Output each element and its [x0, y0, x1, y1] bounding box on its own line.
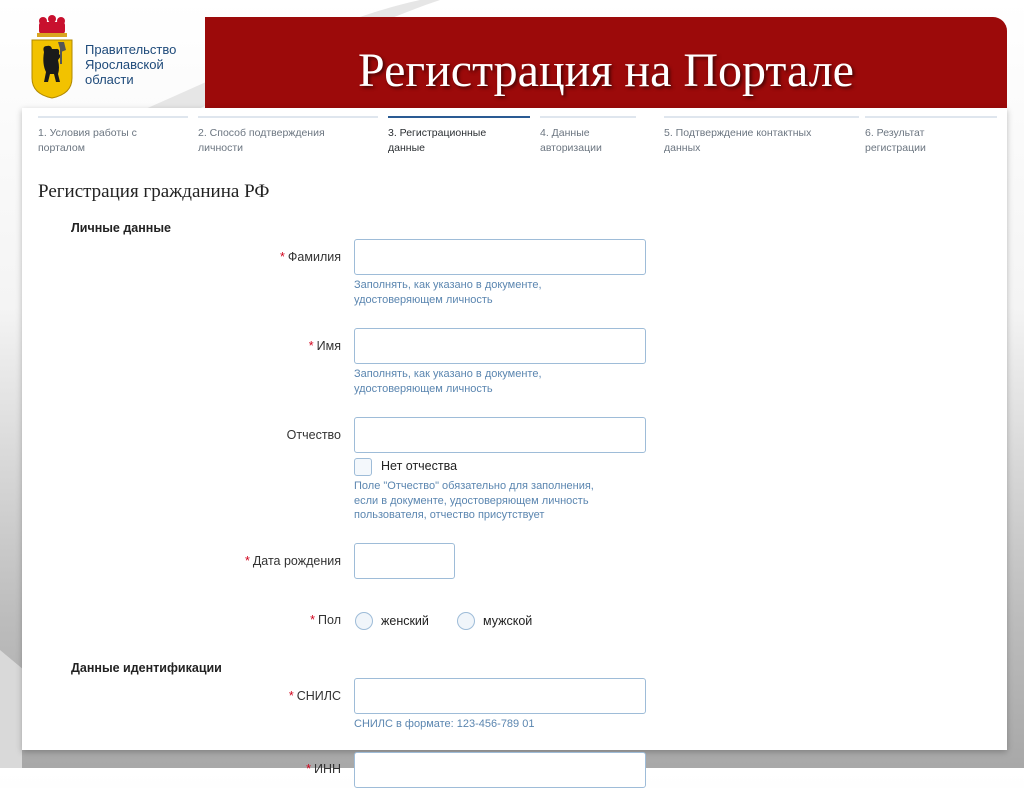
surname-input[interactable] — [354, 239, 646, 275]
required-marker: * — [288, 689, 294, 703]
step-identity-method[interactable]: 2. Способ подтверждения личности — [198, 116, 378, 156]
name-hint: Заполнять, как указано в документе, удостоверяющем личность — [354, 368, 542, 395]
inn-input[interactable] — [354, 752, 646, 788]
gender-female-radio[interactable] — [355, 612, 373, 630]
gender-male-label[interactable]: мужской — [483, 614, 533, 628]
step-contact-confirmation[interactable]: 5. Подтверждение контактных данных — [664, 116, 859, 156]
required-marker: * — [308, 339, 314, 353]
required-marker: * — [280, 250, 285, 264]
title-banner — [205, 17, 1007, 112]
no-patronymic-label[interactable]: Нет отчества — [381, 459, 458, 473]
step-authorization-data[interactable]: 4. Данные авторизации — [540, 116, 636, 156]
patronymic-label: Отчество — [286, 428, 341, 442]
name-label: * Имя — [308, 339, 341, 353]
name-input[interactable] — [354, 328, 646, 364]
surname-label: * Фамилия — [280, 250, 341, 264]
government-name: Правительство Ярославской области — [85, 42, 177, 87]
snils-label: * СНИЛС — [288, 689, 341, 703]
registration-steps — [22, 116, 1007, 158]
step-registration-data[interactable]: 3. Регистрационные данные — [388, 116, 530, 156]
step-registration-result[interactable]: 6. Результат регистрации — [865, 116, 997, 156]
birth-date-input[interactable] — [354, 543, 455, 579]
required-marker: * — [244, 554, 250, 568]
patronymic-input[interactable] — [354, 417, 646, 453]
gender-female-label[interactable]: женский — [381, 614, 429, 628]
personal-data-section-label: Личные данные — [71, 221, 171, 235]
registration-form-screenshot — [22, 108, 1007, 776]
yaroslavl-coat-of-arms-icon — [30, 16, 74, 100]
birth-date-label: * Дата рождения — [244, 554, 341, 568]
snils-input[interactable] — [354, 678, 646, 714]
snils-hint: СНИЛС в формате: 123-456-789 01 — [354, 718, 535, 730]
form-heading: Регистрация гражданина РФ — [38, 181, 270, 202]
required-marker: * — [310, 613, 316, 627]
gender-male-radio[interactable] — [457, 612, 475, 630]
step-conditions[interactable]: 1. Условия работы с порталом — [38, 116, 188, 156]
patronymic-hint: Поле "Отчество" обязательно для заполнения, если в документе, удостоверяющем личность пользователя, отчество присутствует — [354, 480, 594, 521]
identification-section-label: Данные идентификации — [71, 661, 222, 675]
inn-label: * ИНН — [306, 762, 341, 776]
no-patronymic-checkbox[interactable] — [354, 458, 372, 476]
required-marker: * — [306, 762, 311, 776]
government-logo — [30, 16, 220, 100]
gender-label: * Пол — [310, 613, 341, 627]
surname-hint: Заполнять, как указано в документе, удостоверяющем личность — [354, 279, 542, 306]
slide-title: Регистрация на Портале — [358, 44, 854, 97]
